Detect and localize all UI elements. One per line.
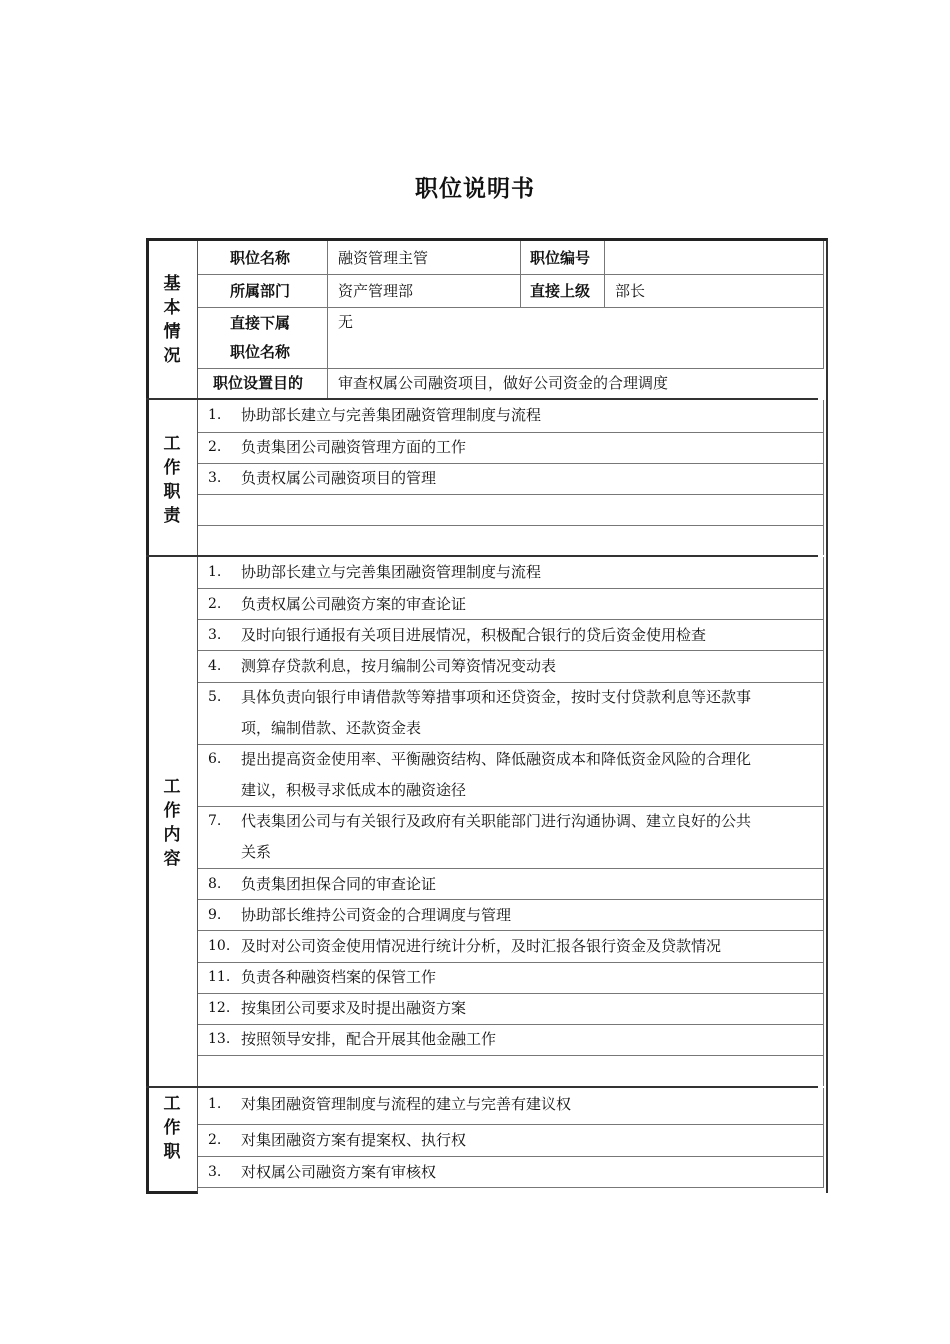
- content-text: 及时向银行通报有关项目进展情况，积极配合银行的贷后资金使用检查: [241, 626, 707, 644]
- row-divider: [198, 1055, 823, 1056]
- content-text-cont: 建议，积极寻求低成本的融资途径: [241, 781, 467, 799]
- content-num: 4.: [208, 658, 222, 674]
- content-num: 3.: [208, 627, 222, 643]
- content-text: 按照领导安排，配合开展其他金融工作: [241, 1030, 497, 1048]
- content-num: 8.: [208, 876, 222, 892]
- col-divider: [327, 241, 328, 398]
- content-num: 12.: [208, 1000, 231, 1016]
- purpose-label: 职位设置目的: [213, 374, 304, 392]
- row-divider: [198, 274, 823, 275]
- section-label-text: 工作职: [163, 1094, 181, 1162]
- content-text: 提出提高资金使用率、平衡融资结构、降低融资成本和降低资金风险的合理化: [241, 750, 752, 768]
- duty-num: 1.: [208, 407, 222, 423]
- authority-num: 1.: [208, 1096, 222, 1112]
- section-label-text: 工作内容: [163, 777, 181, 869]
- section-label-duty: [146, 432, 198, 528]
- authority-num: 2.: [208, 1132, 222, 1148]
- duty-text: 负责权属公司融资项目的管理: [241, 469, 437, 487]
- subordinate-label-line1: 直接下属: [230, 314, 291, 332]
- duty-text: 协助部长建立与完善集团融资管理制度与流程: [241, 406, 542, 424]
- purpose-value: 审查权属公司融资项目，做好公司资金的合理调度: [338, 374, 669, 392]
- content-text: 协助部长维持公司资金的合理调度与管理: [241, 906, 512, 924]
- row-divider: [198, 494, 823, 495]
- content-text: 测算存贷款利息，按月编制公司筹资情况变动表: [241, 657, 557, 675]
- department-label: 所属部门: [230, 282, 291, 300]
- section-label-text: 基本情况: [163, 274, 181, 366]
- content-num: 6.: [208, 751, 222, 767]
- authority-num: 3.: [208, 1164, 222, 1180]
- content-text: 具体负责向银行申请借款等筹措事项和还贷资金，按时支付贷款利息等还款事: [241, 688, 752, 706]
- superior-label: 直接上级: [530, 282, 591, 300]
- authority-text: 对集团融资方案有提案权、执行权: [241, 1131, 467, 1149]
- col-divider: [823, 241, 824, 369]
- content-text: 代表集团公司与有关银行及政府有关职能部门进行沟通协调、建立良好的公共: [241, 812, 752, 830]
- section-label-basic: [146, 272, 198, 368]
- content-text: 按集团公司要求及时提出融资方案: [241, 999, 467, 1017]
- content-text: 负责集团担保合同的审查论证: [241, 875, 437, 893]
- row-divider: [198, 307, 823, 308]
- col-divider: [604, 241, 605, 307]
- section-separator: [146, 1086, 818, 1088]
- subordinate-label-line2: 职位名称: [230, 343, 291, 361]
- duty-text: 负责集团公司融资管理方面的工作: [241, 438, 467, 456]
- section-label-content: [146, 775, 198, 871]
- content-num: 7.: [208, 813, 222, 829]
- row-divider: [198, 525, 823, 526]
- content-text: 及时对公司资金使用情况进行统计分析，及时汇报各银行资金及贷款情况: [241, 937, 722, 955]
- document-title: 职位说明书: [415, 176, 535, 202]
- content-text-cont: 关系: [241, 843, 272, 861]
- col-divider: [823, 1088, 824, 1188]
- section-label-authority: [146, 1092, 198, 1164]
- content-num: 1.: [208, 564, 222, 580]
- content-num: 10.: [208, 938, 231, 954]
- duty-num: 2.: [208, 439, 222, 455]
- position-no-label: 职位编号: [530, 249, 591, 267]
- position-name-label: 职位名称: [230, 249, 291, 267]
- content-text: 协助部长建立与完善集团融资管理制度与流程: [241, 563, 542, 581]
- subordinate-value: 无: [338, 313, 354, 331]
- section-label-text: 工作职责: [163, 434, 181, 526]
- content-num: 9.: [208, 907, 222, 923]
- content-text: 负责权属公司融资方案的审查论证: [241, 595, 467, 613]
- duty-num: 3.: [208, 470, 222, 486]
- content-text-cont: 项，编制借款、还款资金表: [241, 719, 422, 737]
- authority-text: 对集团融资管理制度与流程的建立与完善有建议权: [241, 1095, 572, 1113]
- content-num: 2.: [208, 596, 222, 612]
- superior-value: 部长: [615, 282, 646, 300]
- position-name-value: 融资管理主管: [338, 249, 429, 267]
- col-divider: [520, 241, 521, 307]
- col-divider: [823, 557, 824, 1086]
- content-num: 13.: [208, 1031, 231, 1047]
- content-num: 5.: [208, 689, 222, 705]
- content-text: 负责各种融资档案的保管工作: [241, 968, 437, 986]
- content-num: 11.: [208, 969, 231, 985]
- col-divider: [823, 400, 824, 555]
- department-value: 资产管理部: [338, 282, 414, 300]
- authority-text: 对权属公司融资方案有审核权: [241, 1163, 437, 1181]
